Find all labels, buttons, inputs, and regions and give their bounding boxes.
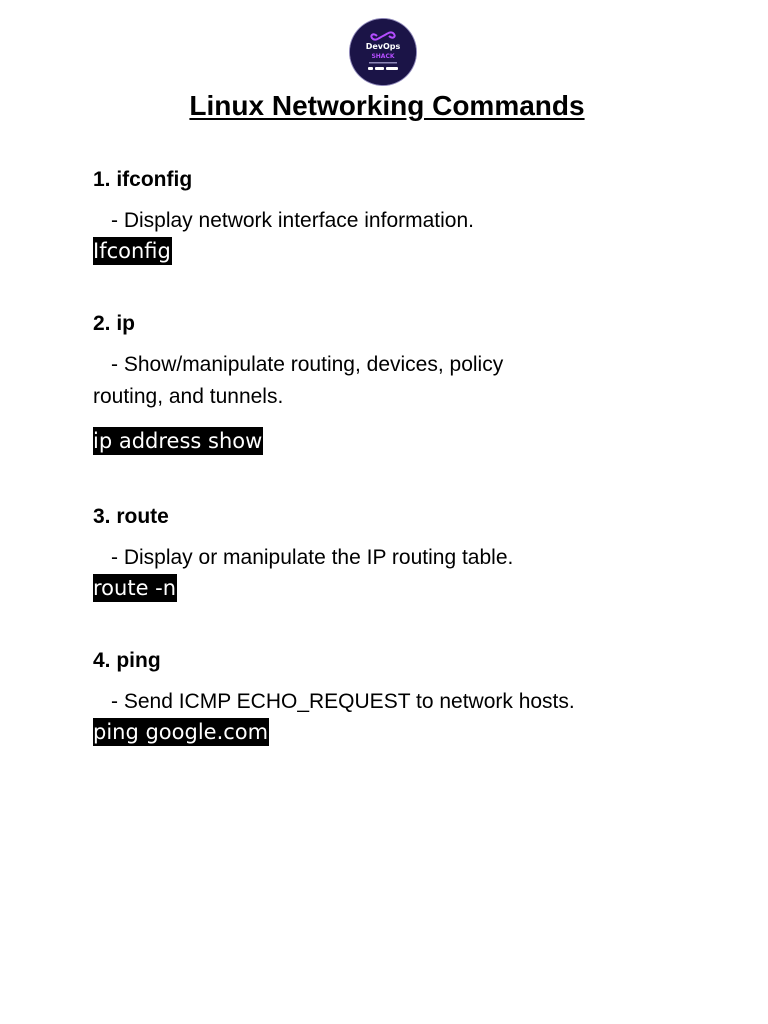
logo-graphic <box>350 19 416 85</box>
section-heading-route: 3. route <box>93 505 169 528</box>
command-snippet-route: route -n <box>93 576 177 600</box>
logo-text-shack: SHACK <box>371 53 395 60</box>
logo-badge-3 <box>386 67 398 70</box>
command-snippet-ip: ip address show <box>93 429 263 453</box>
description-text: - Display network interface information. <box>111 209 474 232</box>
description-text: - Send ICMP ECHO_REQUEST to network hosts. <box>111 690 575 713</box>
description-text: - Display or manipulate the IP routing table. <box>111 546 514 569</box>
section-description-ip <box>93 349 613 413</box>
command-snippet-ifconfig: Ifconfig <box>93 239 171 263</box>
logo-tagline-bar <box>369 62 397 64</box>
section-description-ifconfig <box>93 205 613 237</box>
section-heading-ip: 2. ip <box>93 312 136 335</box>
section-description-ping <box>93 686 613 718</box>
command-snippet-ping: ping google.com <box>93 720 269 744</box>
logo-badge-2 <box>375 67 384 70</box>
logo-text-devops: DevOps <box>365 42 401 51</box>
description-text-continued: routing, and tunnels. <box>93 385 284 408</box>
page-title: Linux Networking Commands <box>189 90 585 121</box>
section-heading-ping: 4. ping <box>93 649 161 672</box>
section-description-route <box>93 542 613 574</box>
description-text: - Show/manipulate routing, devices, policy <box>111 353 504 376</box>
devops-shack-logo <box>350 19 416 85</box>
logo-badge-1 <box>368 67 373 70</box>
section-heading-ifconfig: 1. ifconfig <box>93 168 193 191</box>
